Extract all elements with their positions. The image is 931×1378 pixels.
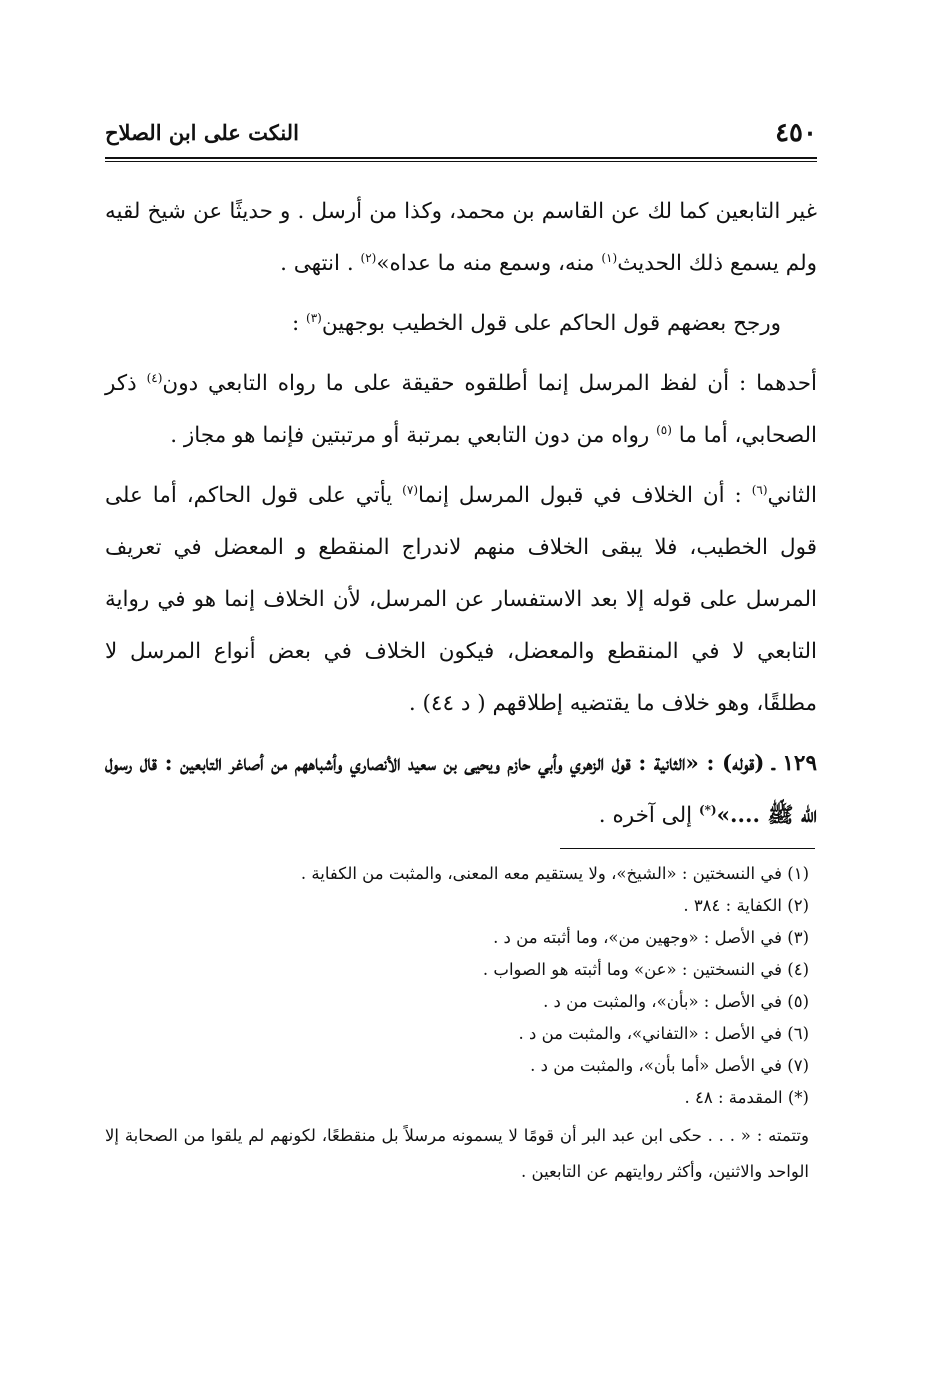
header-rule (105, 157, 817, 159)
paragraph-4: الثاني$^{(٦)}$ : أن الخلاف في قبول المرسل إنما$^{(٧)}$ يأتي على قول الحاكم، أما على قول الخطيب، فلا يبقى الخلاف منهم لاندراج المنقطع و المعضل في تعريف المرسل على قوله إلا بعد الاستفسار عن المرسل، لأن الخلاف إنما هو في رواية التابعي لا في المنقطع والمعضل، فيكون الخلاف في بعض أنواع المرسل لا مطلقًا، وهو خلاف ما يقتضيه إطلاقهم ( د ٤٤) . (105, 482, 817, 716)
footnote-2: (٢) الكفاية : ٣٨٤ . (683, 896, 809, 915)
footnote-ref[interactable]: (٣) (306, 310, 322, 325)
footnote-ref[interactable]: (٧) (402, 482, 418, 497)
footnote-star: (*) المقدمة : ٤٨ . (684, 1088, 809, 1107)
page-number: ٤٥٠ (775, 118, 817, 148)
footnote-ref[interactable]: (١) (601, 250, 618, 265)
footnote-rule (560, 848, 815, 849)
paragraph-5: ١٢٩ ـ (قوله) : «الثانية : قول الزهري وأبي حازم ويحيى بن سعيد الأنصاري وأشباههم من أصاغر التابعين : قال رسول الله ﷺ ....»(*) إلى آخره . (105, 751, 817, 828)
footnote-6: (٦) في الأصل : «التفاني»، والمثبت من د . (518, 1024, 809, 1043)
footnote-continuation: وتتمته : « . . . حكى ابن عبد البر أن قومًا لا يسمونه مرسلاً بل منقطعًا، لكونهم لم يلقوا من الصحابة إلا الواحد والاثنين، وأكثر روايتهم عن التابعين . (105, 1126, 809, 1181)
paragraph-2: ورجح بعضهم قول الحاكم على قول الخطيب بوجهين$^{(٣)}$ : (291, 310, 781, 336)
page-header (105, 118, 817, 154)
header-rule-thin (105, 161, 817, 162)
paragraph-1: غير التابعين كما لك عن القاسم بن محمد، وكذا من أرسل . و حديثًا عن شيخ لقيه ولم يسمع ذلك الحديث$^{(١)}$ منه، وسمع منه ما عداه»$^{(٢)}$ . انتهى . (105, 199, 817, 276)
footnote-5: (٥) في الأصل : «بأن»، والمثبت من د . (543, 992, 809, 1011)
footnote-1: (١) في النسختين : «الشيخ»، ولا يستقيم معه المعنى، والمثبت من الكفاية . (300, 864, 809, 883)
footnote-4: (٤) في النسختين : «عن» وما أثبته هو الصواب . (482, 960, 809, 979)
footnotes (105, 858, 817, 1190)
footnote-ref[interactable]: (٥) (656, 422, 672, 437)
footnote-ref[interactable]: (٤) (146, 370, 163, 385)
footnote-ref[interactable]: (٢) (360, 250, 377, 265)
footnote-ref[interactable]: (*) (698, 802, 717, 817)
footnote-ref[interactable]: (٦) (751, 482, 768, 497)
main-text (105, 186, 817, 842)
running-title: النكت على ابن الصلاح (105, 120, 299, 145)
footnote-7: (٧) في الأصل «أما بأن»، والمثبت من د . (530, 1056, 809, 1075)
paragraph-3: أحدهما : أن لفظ المرسل إنما أطلقوه حقيقة على ما رواه التابعي دون$^{(٤)}$ ذكر الصحابي، أما ما $^{(٥)}$ رواه من دون التابعي بمرتبة أو مرتبتين فإنما هو مجاز . (105, 370, 817, 448)
footnote-3: (٣) في الأصل : «وجهين من»، وما أثبته من د . (493, 928, 809, 947)
